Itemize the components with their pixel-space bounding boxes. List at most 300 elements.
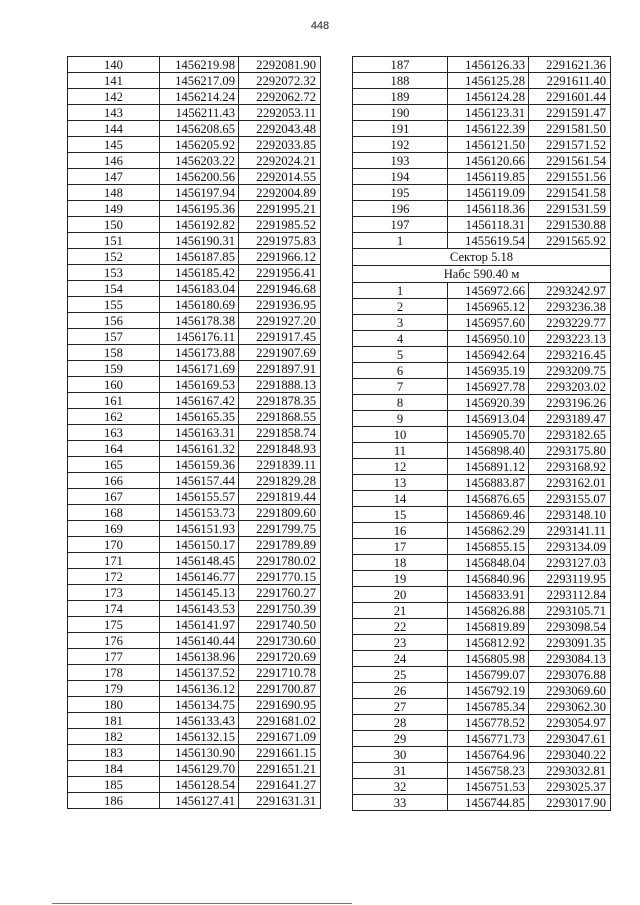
point-number-cell: 171 (68, 553, 160, 569)
x-coordinate-cell: 1456848.04 (448, 555, 529, 571)
point-number-cell: 29 (353, 731, 448, 747)
y-coordinate-cell: 2291651.21 (239, 761, 321, 777)
x-coordinate-cell: 1456197.94 (160, 185, 239, 201)
table-row (353, 233, 611, 249)
x-coordinate-cell: 1456125.28 (448, 73, 529, 89)
table-row (68, 761, 321, 777)
y-coordinate-cell: 2293189.47 (529, 411, 611, 427)
table-row (68, 553, 321, 569)
point-number-cell: 195 (353, 185, 448, 201)
point-number-cell: 181 (68, 713, 160, 729)
x-coordinate-cell: 1456119.09 (448, 185, 529, 201)
point-number-cell: 169 (68, 521, 160, 537)
x-coordinate-cell: 1456833.91 (448, 587, 529, 603)
x-coordinate-cell: 1456208.65 (160, 121, 239, 137)
point-number-cell: 141 (68, 73, 160, 89)
point-number-cell: 33 (353, 795, 448, 811)
x-coordinate-cell: 1456143.53 (160, 601, 239, 617)
x-coordinate-cell: 1456205.92 (160, 137, 239, 153)
table-row (68, 505, 321, 521)
x-coordinate-cell: 1456159.36 (160, 457, 239, 473)
point-number-cell: 176 (68, 633, 160, 649)
right-table-body-bottom (353, 283, 611, 811)
y-coordinate-cell: 2291730.60 (239, 633, 321, 649)
point-number-cell: 185 (68, 777, 160, 793)
y-coordinate-cell: 2291571.52 (529, 137, 611, 153)
point-number-cell: 9 (353, 411, 448, 427)
x-coordinate-cell: 1456195.36 (160, 201, 239, 217)
point-number-cell: 16 (353, 523, 448, 539)
x-coordinate-cell: 1456190.31 (160, 233, 239, 249)
point-number-cell: 6 (353, 363, 448, 379)
y-coordinate-cell: 2293209.75 (529, 363, 611, 379)
y-coordinate-cell: 2291621.36 (529, 57, 611, 73)
point-number-cell: 7 (353, 379, 448, 395)
x-coordinate-cell: 1456137.52 (160, 665, 239, 681)
y-coordinate-cell: 2293203.02 (529, 379, 611, 395)
y-coordinate-cell: 2293069.60 (529, 683, 611, 699)
table-row (68, 377, 321, 393)
y-coordinate-cell: 2292081.90 (239, 57, 321, 73)
y-coordinate-cell: 2291819.44 (239, 489, 321, 505)
table-row (68, 777, 321, 793)
point-number-cell: 167 (68, 489, 160, 505)
x-coordinate-cell: 1456869.46 (448, 507, 529, 523)
table-row (68, 393, 321, 409)
table-row (68, 153, 321, 169)
table-row (68, 601, 321, 617)
y-coordinate-cell: 2291770.15 (239, 569, 321, 585)
y-coordinate-cell: 2291740.50 (239, 617, 321, 633)
x-coordinate-cell: 1456169.53 (160, 377, 239, 393)
x-coordinate-cell: 1456751.53 (448, 779, 529, 795)
table-row (353, 795, 611, 811)
x-coordinate-cell: 1456157.44 (160, 473, 239, 489)
x-coordinate-cell: 1456118.31 (448, 217, 529, 233)
x-coordinate-cell: 1456758.23 (448, 763, 529, 779)
y-coordinate-cell: 2291839.11 (239, 457, 321, 473)
y-coordinate-cell: 2291661.15 (239, 745, 321, 761)
page-number: 448 (310, 20, 330, 32)
x-coordinate-cell: 1456920.39 (448, 395, 529, 411)
y-coordinate-cell: 2291897.91 (239, 361, 321, 377)
table-row (68, 649, 321, 665)
table-row (353, 539, 611, 555)
y-coordinate-cell: 2291956.41 (239, 265, 321, 281)
x-coordinate-cell: 1456183.04 (160, 281, 239, 297)
table-row (68, 697, 321, 713)
point-number-cell: 152 (68, 249, 160, 265)
x-coordinate-cell: 1456173.88 (160, 345, 239, 361)
table-row (353, 715, 611, 731)
point-number-cell: 160 (68, 377, 160, 393)
table-row (68, 121, 321, 137)
point-number-cell: 173 (68, 585, 160, 601)
coordinates-table-right (352, 56, 611, 811)
point-number-cell: 2 (353, 299, 448, 315)
point-number-cell: 197 (353, 217, 448, 233)
table-row (68, 665, 321, 681)
x-coordinate-cell: 1456120.66 (448, 153, 529, 169)
x-coordinate-cell: 1456148.45 (160, 553, 239, 569)
y-coordinate-cell: 2291780.02 (239, 553, 321, 569)
x-coordinate-cell: 1456121.50 (448, 137, 529, 153)
table-row (353, 747, 611, 763)
x-coordinate-cell: 1456812.92 (448, 635, 529, 651)
y-coordinate-cell: 2291561.54 (529, 153, 611, 169)
point-number-cell: 151 (68, 233, 160, 249)
x-coordinate-cell: 1456127.41 (160, 793, 239, 809)
x-coordinate-cell: 1456129.70 (160, 761, 239, 777)
point-number-cell: 140 (68, 57, 160, 73)
x-coordinate-cell: 1456883.87 (448, 475, 529, 491)
point-number-cell: 179 (68, 681, 160, 697)
point-number-cell: 190 (353, 105, 448, 121)
x-coordinate-cell: 1456876.65 (448, 491, 529, 507)
point-number-cell: 17 (353, 539, 448, 555)
point-number-cell: 186 (68, 793, 160, 809)
y-coordinate-cell: 2291531.59 (529, 201, 611, 217)
x-coordinate-cell: 1456891.12 (448, 459, 529, 475)
point-number-cell: 19 (353, 571, 448, 587)
point-number-cell: 145 (68, 137, 160, 153)
point-number-cell: 21 (353, 603, 448, 619)
y-coordinate-cell: 2293062.30 (529, 699, 611, 715)
y-coordinate-cell: 2291530.88 (529, 217, 611, 233)
point-number-cell: 148 (68, 185, 160, 201)
point-number-cell: 18 (353, 555, 448, 571)
y-coordinate-cell: 2293148.10 (529, 507, 611, 523)
table-row (353, 603, 611, 619)
x-coordinate-cell: 1456778.52 (448, 715, 529, 731)
table-row (68, 105, 321, 121)
point-number-cell: 143 (68, 105, 160, 121)
point-number-cell: 168 (68, 505, 160, 521)
table-row (353, 105, 611, 121)
table-row (68, 329, 321, 345)
y-coordinate-cell: 2291760.27 (239, 585, 321, 601)
table-row (353, 731, 611, 747)
table-row (68, 185, 321, 201)
table-row (68, 473, 321, 489)
y-coordinate-cell: 2293155.07 (529, 491, 611, 507)
point-number-cell: 1 (353, 233, 448, 249)
x-coordinate-cell: 1456171.69 (160, 361, 239, 377)
y-coordinate-cell: 2293134.09 (529, 539, 611, 555)
point-number-cell: 158 (68, 345, 160, 361)
table-row (68, 425, 321, 441)
x-coordinate-cell: 1456153.73 (160, 505, 239, 521)
table-row (68, 713, 321, 729)
y-coordinate-cell: 2291611.40 (529, 73, 611, 89)
point-number-cell: 31 (353, 763, 448, 779)
table-row (353, 587, 611, 603)
table-row (68, 633, 321, 649)
table-row (68, 457, 321, 473)
point-number-cell: 23 (353, 635, 448, 651)
y-coordinate-cell: 2291858.74 (239, 425, 321, 441)
point-number-cell: 15 (353, 507, 448, 523)
x-coordinate-cell: 1456972.66 (448, 283, 529, 299)
table-row (68, 745, 321, 761)
x-coordinate-cell: 1456133.43 (160, 713, 239, 729)
x-coordinate-cell: 1456145.13 (160, 585, 239, 601)
x-coordinate-cell: 1456217.09 (160, 73, 239, 89)
x-coordinate-cell: 1456161.32 (160, 441, 239, 457)
table-row (353, 411, 611, 427)
y-coordinate-cell: 2291789.89 (239, 537, 321, 553)
y-coordinate-cell: 2292014.55 (239, 169, 321, 185)
table-row (353, 299, 611, 315)
x-coordinate-cell: 1456124.28 (448, 89, 529, 105)
x-coordinate-cell: 1456126.33 (448, 57, 529, 73)
x-coordinate-cell: 1456119.85 (448, 169, 529, 185)
table-row (353, 57, 611, 73)
table-row (353, 315, 611, 331)
y-coordinate-cell: 2291681.02 (239, 713, 321, 729)
sector-header (353, 249, 611, 283)
y-coordinate-cell: 2293182.65 (529, 427, 611, 443)
point-number-cell: 188 (353, 73, 448, 89)
bottom-rule (52, 903, 352, 904)
y-coordinate-cell: 2293242.97 (529, 283, 611, 299)
y-coordinate-cell: 2291631.31 (239, 793, 321, 809)
table-row (353, 459, 611, 475)
table-row (353, 619, 611, 635)
x-coordinate-cell: 1456180.69 (160, 297, 239, 313)
y-coordinate-cell: 2291710.78 (239, 665, 321, 681)
point-number-cell: 147 (68, 169, 160, 185)
y-coordinate-cell: 2293054.97 (529, 715, 611, 731)
y-coordinate-cell: 2291551.56 (529, 169, 611, 185)
x-coordinate-cell: 1456178.38 (160, 313, 239, 329)
y-coordinate-cell: 2293162.01 (529, 475, 611, 491)
sector-title-row (353, 249, 611, 266)
y-coordinate-cell: 2293076.88 (529, 667, 611, 683)
table-row (353, 571, 611, 587)
y-coordinate-cell: 2293017.90 (529, 795, 611, 811)
point-number-cell: 177 (68, 649, 160, 665)
y-coordinate-cell: 2293112.84 (529, 587, 611, 603)
point-number-cell: 192 (353, 137, 448, 153)
sector-title: Сектор 5.18 (353, 249, 611, 266)
point-number-cell: 149 (68, 201, 160, 217)
y-coordinate-cell: 2293047.61 (529, 731, 611, 747)
y-coordinate-cell: 2291917.45 (239, 329, 321, 345)
x-coordinate-cell: 1456151.93 (160, 521, 239, 537)
table-row (353, 779, 611, 795)
point-number-cell: 150 (68, 217, 160, 233)
x-coordinate-cell: 1456819.89 (448, 619, 529, 635)
y-coordinate-cell: 2293032.81 (529, 763, 611, 779)
point-number-cell: 3 (353, 315, 448, 331)
table-row (68, 265, 321, 281)
point-number-cell: 170 (68, 537, 160, 553)
point-number-cell: 159 (68, 361, 160, 377)
table-row (68, 73, 321, 89)
table-row (353, 153, 611, 169)
table-row (353, 651, 611, 667)
y-coordinate-cell: 2293223.13 (529, 331, 611, 347)
y-coordinate-cell: 2292024.21 (239, 153, 321, 169)
table-row (68, 681, 321, 697)
x-coordinate-cell: 1456200.56 (160, 169, 239, 185)
y-coordinate-cell: 2293175.80 (529, 443, 611, 459)
x-coordinate-cell: 1456155.57 (160, 489, 239, 505)
y-coordinate-cell: 2292053.11 (239, 105, 321, 121)
x-coordinate-cell: 1456150.17 (160, 537, 239, 553)
y-coordinate-cell: 2293127.03 (529, 555, 611, 571)
point-number-cell: 194 (353, 169, 448, 185)
x-coordinate-cell: 1456957.60 (448, 315, 529, 331)
y-coordinate-cell: 2292072.32 (239, 73, 321, 89)
table-row (68, 617, 321, 633)
x-coordinate-cell: 1456136.12 (160, 681, 239, 697)
x-coordinate-cell: 1456203.22 (160, 153, 239, 169)
point-number-cell: 25 (353, 667, 448, 683)
x-coordinate-cell: 1456898.40 (448, 443, 529, 459)
y-coordinate-cell: 2291601.44 (529, 89, 611, 105)
x-coordinate-cell: 1456935.19 (448, 363, 529, 379)
point-number-cell: 165 (68, 457, 160, 473)
x-coordinate-cell: 1456132.15 (160, 729, 239, 745)
y-coordinate-cell: 2291936.95 (239, 297, 321, 313)
y-coordinate-cell: 2291641.27 (239, 777, 321, 793)
x-coordinate-cell: 1456792.19 (448, 683, 529, 699)
x-coordinate-cell: 1456965.12 (448, 299, 529, 315)
x-coordinate-cell: 1456744.85 (448, 795, 529, 811)
point-number-cell: 187 (353, 57, 448, 73)
y-coordinate-cell: 2291888.13 (239, 377, 321, 393)
point-number-cell: 22 (353, 619, 448, 635)
table-row (353, 201, 611, 217)
table-row (353, 283, 611, 299)
point-number-cell: 142 (68, 89, 160, 105)
right-table-body-top (353, 57, 611, 249)
y-coordinate-cell: 2292062.72 (239, 89, 321, 105)
y-coordinate-cell: 2291878.35 (239, 393, 321, 409)
y-coordinate-cell: 2292004.89 (239, 185, 321, 201)
point-number-cell: 166 (68, 473, 160, 489)
x-coordinate-cell: 1456785.34 (448, 699, 529, 715)
table-row (353, 523, 611, 539)
table-row (353, 121, 611, 137)
table-row (68, 201, 321, 217)
table-row (353, 169, 611, 185)
x-coordinate-cell: 1456176.11 (160, 329, 239, 345)
point-number-cell: 26 (353, 683, 448, 699)
point-number-cell: 14 (353, 491, 448, 507)
point-number-cell: 189 (353, 89, 448, 105)
x-coordinate-cell: 1456862.29 (448, 523, 529, 539)
table-row (68, 249, 321, 265)
table-row (68, 89, 321, 105)
table-row (68, 793, 321, 809)
y-coordinate-cell: 2291829.28 (239, 473, 321, 489)
x-coordinate-cell: 1456211.43 (160, 105, 239, 121)
point-number-cell: 174 (68, 601, 160, 617)
y-coordinate-cell: 2291995.21 (239, 201, 321, 217)
point-number-cell: 10 (353, 427, 448, 443)
x-coordinate-cell: 1456799.07 (448, 667, 529, 683)
point-number-cell: 157 (68, 329, 160, 345)
point-number-cell: 191 (353, 121, 448, 137)
table-row (68, 217, 321, 233)
table-row (68, 537, 321, 553)
table-row (68, 521, 321, 537)
point-number-cell: 8 (353, 395, 448, 411)
y-coordinate-cell: 2293168.92 (529, 459, 611, 475)
table-row (68, 313, 321, 329)
y-coordinate-cell: 2291907.69 (239, 345, 321, 361)
x-coordinate-cell: 1456927.78 (448, 379, 529, 395)
table-row (353, 763, 611, 779)
y-coordinate-cell: 2293141.11 (529, 523, 611, 539)
y-coordinate-cell: 2291848.93 (239, 441, 321, 457)
point-number-cell: 175 (68, 617, 160, 633)
x-coordinate-cell: 1456140.44 (160, 633, 239, 649)
y-coordinate-cell: 2291946.68 (239, 281, 321, 297)
table-row (353, 331, 611, 347)
table-row (353, 427, 611, 443)
point-number-cell: 30 (353, 747, 448, 763)
x-coordinate-cell: 1456141.97 (160, 617, 239, 633)
table-row (68, 489, 321, 505)
y-coordinate-cell: 2293025.37 (529, 779, 611, 795)
x-coordinate-cell: 1456826.88 (448, 603, 529, 619)
table-row (353, 89, 611, 105)
x-coordinate-cell: 1456913.04 (448, 411, 529, 427)
point-number-cell: 12 (353, 459, 448, 475)
y-coordinate-cell: 2293229.77 (529, 315, 611, 331)
table-row (68, 169, 321, 185)
x-coordinate-cell: 1456118.36 (448, 201, 529, 217)
point-number-cell: 13 (353, 475, 448, 491)
x-coordinate-cell: 1456764.96 (448, 747, 529, 763)
y-coordinate-cell: 2291809.60 (239, 505, 321, 521)
point-number-cell: 1 (353, 283, 448, 299)
x-coordinate-cell: 1456219.98 (160, 57, 239, 73)
point-number-cell: 11 (353, 443, 448, 459)
point-number-cell: 183 (68, 745, 160, 761)
x-coordinate-cell: 1456123.31 (448, 105, 529, 121)
x-coordinate-cell: 1456905.70 (448, 427, 529, 443)
table-row (68, 281, 321, 297)
y-coordinate-cell: 2291868.55 (239, 409, 321, 425)
y-coordinate-cell: 2291966.12 (239, 249, 321, 265)
y-coordinate-cell: 2291700.87 (239, 681, 321, 697)
point-number-cell: 161 (68, 393, 160, 409)
table-row (68, 441, 321, 457)
table-row (68, 345, 321, 361)
point-number-cell: 144 (68, 121, 160, 137)
x-coordinate-cell: 1456771.73 (448, 731, 529, 747)
y-coordinate-cell: 2291985.52 (239, 217, 321, 233)
point-number-cell: 156 (68, 313, 160, 329)
point-number-cell: 154 (68, 281, 160, 297)
table-row (353, 347, 611, 363)
y-coordinate-cell: 2292033.85 (239, 137, 321, 153)
y-coordinate-cell: 2291750.39 (239, 601, 321, 617)
x-coordinate-cell: 1456163.31 (160, 425, 239, 441)
y-coordinate-cell: 2293216.45 (529, 347, 611, 363)
y-coordinate-cell: 2291720.69 (239, 649, 321, 665)
y-coordinate-cell: 2293040.22 (529, 747, 611, 763)
point-number-cell: 164 (68, 441, 160, 457)
x-coordinate-cell: 1456138.96 (160, 649, 239, 665)
table-row (353, 363, 611, 379)
table-row (353, 555, 611, 571)
